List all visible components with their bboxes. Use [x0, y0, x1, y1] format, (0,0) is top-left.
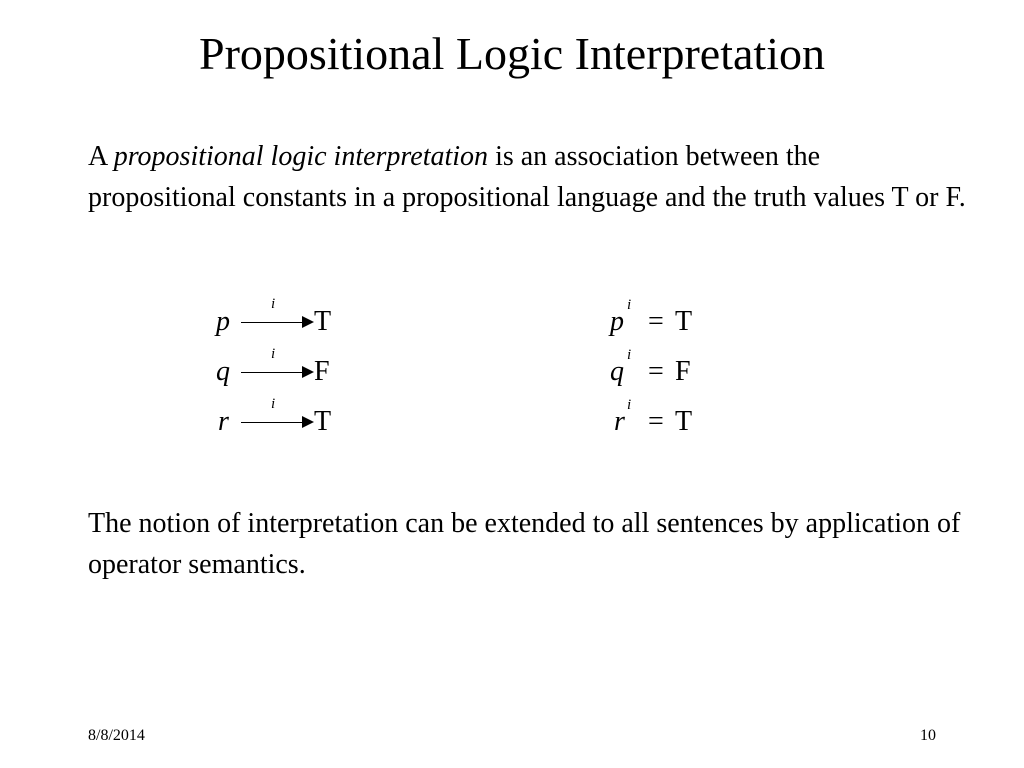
- equation-superscript: i: [627, 397, 632, 413]
- equals-sign: =: [648, 406, 664, 437]
- equation-superscript: i: [627, 347, 632, 363]
- mapping-value: T: [314, 406, 332, 437]
- conclusion-paragraph: The notion of interpretation can be extended to all sentences by application of operator semantics.: [88, 508, 961, 580]
- arrow-line: [241, 372, 303, 373]
- mapping-label: i: [271, 396, 276, 412]
- arrow-line: [241, 322, 303, 323]
- mapping-value: T: [314, 306, 332, 337]
- footer-date: 8/8/2014: [88, 727, 145, 744]
- equals-sign: =: [648, 306, 664, 337]
- arrow-line: [241, 422, 303, 423]
- equation-symbol: r: [614, 406, 625, 437]
- definition-lead: A: [88, 141, 114, 172]
- equation-value: F: [675, 356, 691, 387]
- mapping-label: i: [271, 296, 276, 312]
- arrow-icon: [302, 316, 314, 328]
- definition-body: is an association between the propositional constants in a propositional language and the truth values T or F.: [88, 141, 966, 213]
- page-number: 10: [920, 727, 936, 744]
- equation-superscript: i: [627, 297, 632, 313]
- mapping-symbol: p: [216, 306, 230, 337]
- equation-symbol: p: [610, 306, 624, 337]
- arrow-icon: [302, 366, 314, 378]
- equation-value: T: [675, 406, 693, 437]
- equation-value: T: [675, 306, 693, 337]
- mapping-symbol: r: [218, 406, 229, 437]
- mapping-label: i: [271, 346, 276, 362]
- mapping-value: F: [314, 356, 330, 387]
- equation-symbol: q: [610, 356, 624, 387]
- slide-title: Propositional Logic Interpretation: [199, 28, 825, 79]
- defined-term: propositional logic interpretation: [113, 141, 489, 172]
- arrow-icon: [302, 416, 314, 428]
- definition-paragraph: [88, 136, 968, 218]
- equals-sign: =: [648, 356, 664, 387]
- mapping-symbol: q: [216, 356, 230, 387]
